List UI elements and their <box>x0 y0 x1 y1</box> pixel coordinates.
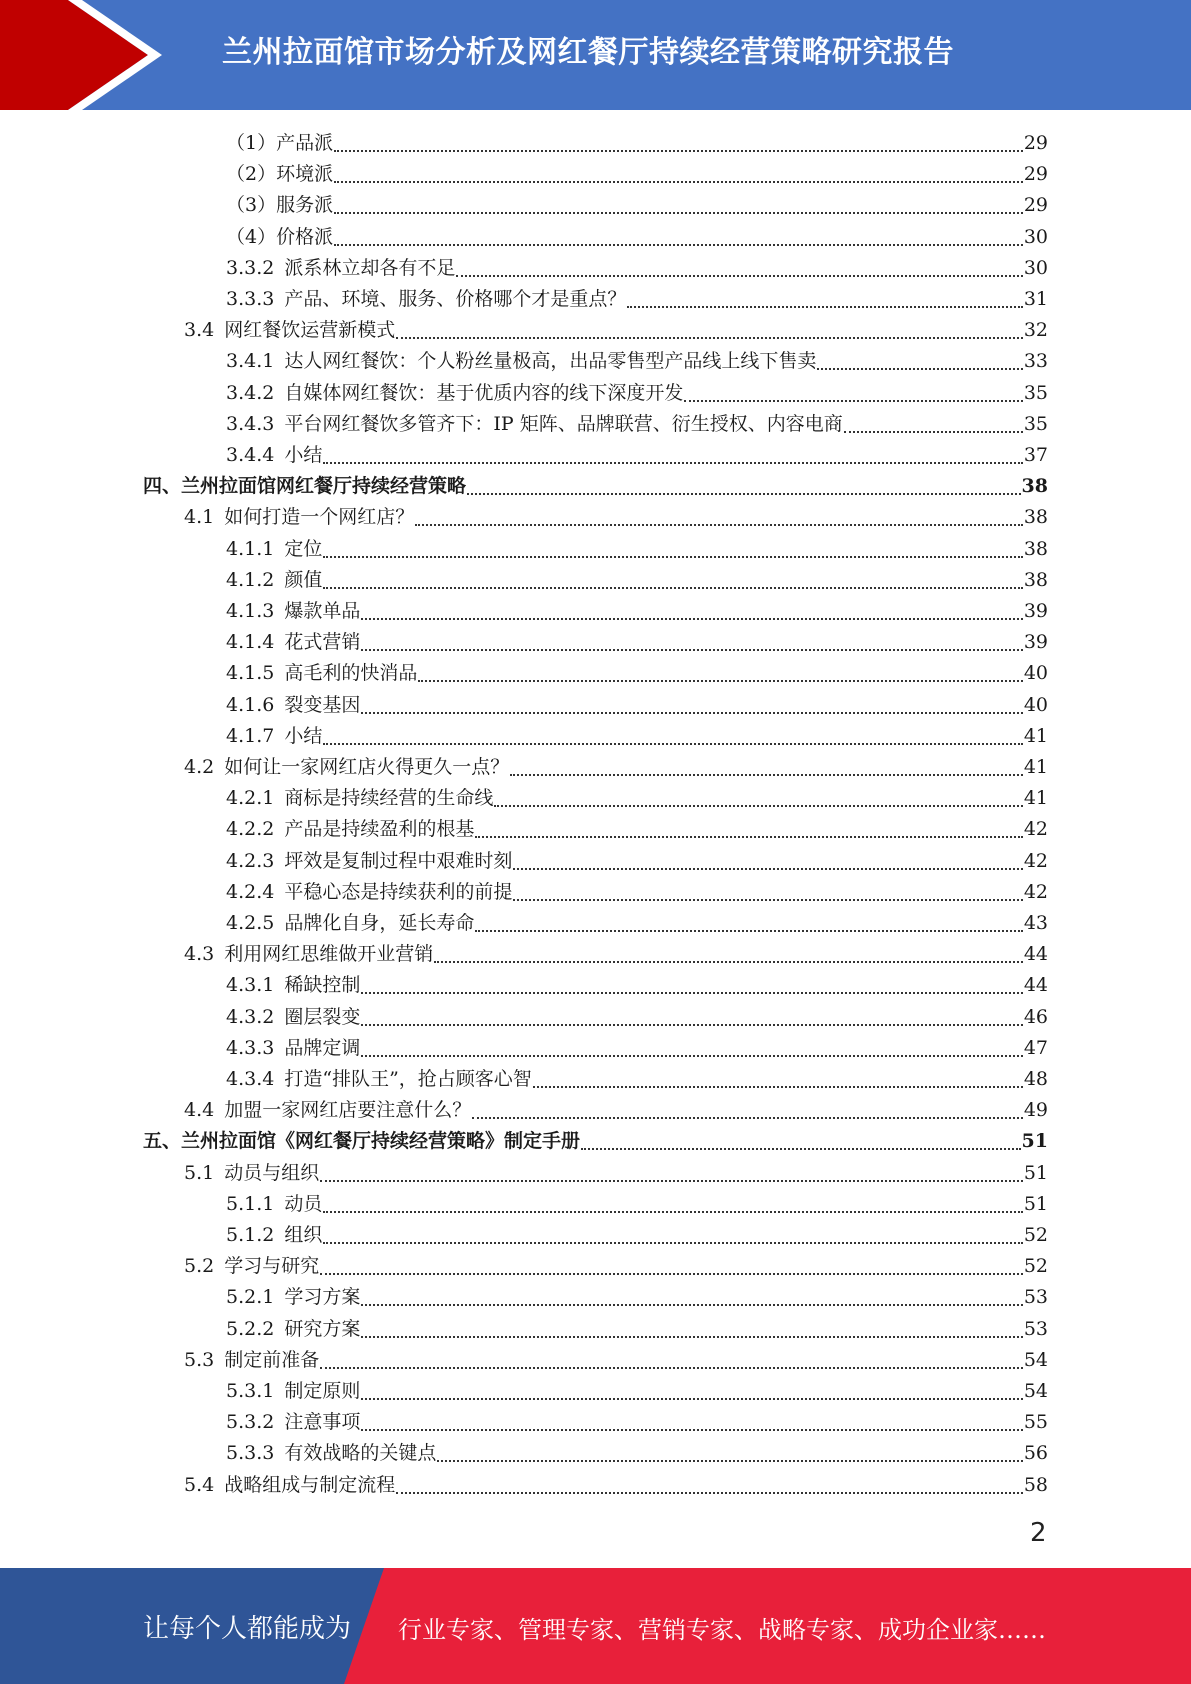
toc-entry-number: 4.1.1 <box>226 537 275 560</box>
toc-entry[interactable] <box>226 690 1048 721</box>
toc-entry-number: 4.1.2 <box>226 568 275 591</box>
toc-entry-title: 有效战略的关键点 <box>284 1442 437 1465</box>
toc-dot-leader <box>684 400 1022 402</box>
toc-entry-number: 5.2 <box>184 1255 215 1278</box>
toc-dot-leader <box>434 961 1023 963</box>
toc-entry-title: （1）产品派 <box>226 132 334 154</box>
toc-dot-leader <box>361 1398 1022 1400</box>
toc-dot-leader <box>494 805 1022 807</box>
toc-entry[interactable] <box>226 1376 1048 1407</box>
toc-entry[interactable] <box>226 596 1048 627</box>
toc-entry-page: 47 <box>1023 1036 1048 1059</box>
toc-entry[interactable] <box>226 1033 1048 1064</box>
toc-entry-number: 4.1.7 <box>226 724 275 747</box>
toc-entry-number: 5.3.3 <box>226 1442 275 1465</box>
toc-entry-number: 5.4 <box>184 1473 215 1496</box>
toc-entry[interactable] <box>226 627 1048 658</box>
toc-entry-title: 达人网红餐饮：个人粉丝量极高，出品零售型产品线上线下售卖 <box>284 350 817 373</box>
toc-entry-title: 动员 <box>284 1192 323 1215</box>
toc-entry[interactable] <box>226 1407 1048 1438</box>
toc-dot-leader <box>334 244 1023 246</box>
toc-dot-leader <box>467 493 1021 495</box>
toc-entry[interactable] <box>184 939 1048 970</box>
toc-entry-title: 注意事项 <box>284 1411 361 1434</box>
toc-entry-page: 51 <box>1023 1161 1048 1184</box>
toc-entry[interactable] <box>226 1282 1048 1313</box>
toc-entry-number: 4.1.5 <box>226 662 275 685</box>
toc-entry-title: （3）服务派 <box>226 194 334 217</box>
toc-entry-title: 加盟一家网红店要注意什么？ <box>224 1099 472 1122</box>
toc-dot-leader <box>817 368 1022 370</box>
toc-entry[interactable] <box>226 565 1048 596</box>
toc-entry-number: 4.2.5 <box>226 912 275 934</box>
toc-entry-title: 商标是持续经营的生命线 <box>284 787 494 810</box>
toc-entry-number: 4.2.3 <box>226 849 275 872</box>
toc-entry-title: 花式营销 <box>284 631 361 654</box>
toc-dot-leader <box>627 306 1022 308</box>
toc-entry[interactable] <box>226 409 1048 440</box>
toc-entry[interactable] <box>226 159 1048 190</box>
toc-entry-title: 高毛利的快消品 <box>284 662 418 685</box>
toc-entry[interactable] <box>226 1064 1048 1095</box>
toc-dot-leader <box>320 1273 1023 1275</box>
toc-entry-number: 5.1 <box>184 1161 215 1184</box>
toc-dot-leader <box>533 1086 1023 1088</box>
toc-dot-leader <box>437 1460 1022 1462</box>
toc-dot-leader <box>334 181 1023 183</box>
toc-entry-page: 51 <box>1021 1130 1048 1153</box>
toc-entry[interactable] <box>226 378 1048 409</box>
toc-dot-leader <box>361 1336 1022 1338</box>
toc-entry-number: 5.1.1 <box>226 1192 275 1215</box>
toc-entry-number: 4.2.2 <box>226 818 275 841</box>
toc-entry[interactable] <box>143 471 1048 502</box>
toc-entry[interactable] <box>184 1470 1048 1501</box>
toc-entry-page: 37 <box>1023 444 1048 466</box>
toc-entry-number: 4.2.1 <box>226 787 275 810</box>
toc-entry-title: 品牌化自身，延长寿命 <box>284 912 475 934</box>
toc-entry-page: 39 <box>1023 600 1048 622</box>
toc-entry-title: 平台网红餐饮多管齐下：IP 矩阵、品牌联营、衍生授权、内容电商 <box>284 412 843 435</box>
toc-entry-number: 4.3.2 <box>226 1005 275 1028</box>
toc-entry[interactable] <box>184 1345 1048 1376</box>
toc-entry-number: 5.3.1 <box>226 1380 275 1402</box>
toc-entry[interactable] <box>226 908 1048 939</box>
toc-entry-number: 5.3.2 <box>226 1411 275 1434</box>
page-header <box>0 0 1191 110</box>
toc-entry-page: 48 <box>1023 1068 1048 1090</box>
toc-entry-title: 小结 <box>284 724 323 747</box>
toc-entry-title: 制定前准备 <box>224 1348 320 1371</box>
toc-dot-leader <box>581 1148 1021 1150</box>
toc-entry[interactable] <box>226 190 1048 221</box>
toc-entry-page: 44 <box>1023 943 1048 966</box>
footer-slogan-right: 行业专家、管理专家、营销专家、战略专家、成功企业家…… <box>398 1616 1046 1644</box>
toc-entry-title: 制定原则 <box>284 1380 361 1402</box>
toc-entry-title: 组织 <box>284 1224 323 1246</box>
toc-entry[interactable] <box>226 534 1048 565</box>
toc-entry[interactable] <box>226 783 1048 814</box>
toc-entry[interactable] <box>226 658 1048 689</box>
toc-dot-leader <box>415 524 1023 526</box>
toc-entry-page: 44 <box>1023 974 1048 997</box>
toc-entry-number: 4.2.4 <box>226 880 275 903</box>
toc-entry-page: 42 <box>1023 880 1048 903</box>
toc-entry[interactable] <box>226 440 1048 471</box>
toc-entry-title: 品牌定调 <box>284 1036 361 1059</box>
toc-entry-number: 3.4.1 <box>226 350 275 373</box>
toc-entry-page: 29 <box>1023 194 1048 217</box>
toc-entry-page: 49 <box>1023 1099 1048 1122</box>
toc-dot-leader <box>323 743 1022 745</box>
toc-entry-page: 53 <box>1023 1317 1048 1340</box>
toc-dot-leader <box>361 618 1022 620</box>
toc-entry-page: 29 <box>1023 163 1048 186</box>
toc-entry-page: 29 <box>1023 132 1048 154</box>
toc-entry-title: 如何打造一个网红店？ <box>224 506 415 529</box>
toc-entry-title: 稀缺控制 <box>284 974 361 997</box>
toc-entry-title: 产品、环境、服务、价格哪个才是重点？ <box>284 288 627 310</box>
toc-entry[interactable] <box>226 814 1048 845</box>
toc-entry-title: 如何让一家网红店火得更久一点？ <box>224 756 510 778</box>
report-title: 兰州拉面馆市场分析及网红餐厅持续经营策略研究报告 <box>222 35 954 70</box>
toc-entry[interactable] <box>226 222 1048 253</box>
toc-entry[interactable] <box>184 1095 1048 1126</box>
toc-entry[interactable] <box>226 253 1048 284</box>
toc-entry-title: 研究方案 <box>284 1317 361 1340</box>
toc-entry-number: 4.2 <box>184 756 215 778</box>
toc-entry[interactable] <box>226 346 1048 377</box>
toc-entry-number: 4.4 <box>184 1099 215 1122</box>
toc-dot-leader <box>334 212 1023 214</box>
toc-entry[interactable] <box>226 1220 1048 1251</box>
toc-entry-page: 41 <box>1023 724 1048 747</box>
toc-dot-leader <box>396 1492 1023 1494</box>
toc-entry-page: 55 <box>1023 1411 1048 1434</box>
toc-entry[interactable] <box>226 1189 1048 1220</box>
toc-entry-page: 46 <box>1023 1005 1048 1028</box>
toc-entry-number: 3.3.2 <box>226 256 275 279</box>
toc-dot-leader <box>323 462 1022 464</box>
toc-entry-number: 3.4.2 <box>226 381 275 404</box>
toc-entry-page: 52 <box>1023 1255 1048 1278</box>
toc-entry-title: 五、兰州拉面馆《网红餐厅持续经营策略》制定手册 <box>143 1130 581 1153</box>
toc-entry-number: 4.1.4 <box>226 631 275 654</box>
toc-dot-leader <box>361 1024 1022 1026</box>
toc-dot-leader <box>361 1055 1022 1057</box>
toc-entry-page: 31 <box>1023 288 1048 310</box>
toc-entry-title: 颜值 <box>284 568 323 591</box>
toc-entry[interactable] <box>226 877 1048 908</box>
toc-dot-leader <box>361 1304 1022 1306</box>
toc-entry-page: 38 <box>1023 537 1048 560</box>
toc-entry-page: 40 <box>1023 662 1048 685</box>
toc-entry-title: 定位 <box>284 537 323 560</box>
toc-dot-leader <box>844 431 1023 433</box>
toc-dot-leader <box>475 836 1022 838</box>
toc-entry-title: 学习与研究 <box>224 1255 320 1278</box>
toc-entry-title: 平稳心态是持续获利的前提 <box>284 880 513 903</box>
toc-entry[interactable] <box>226 1002 1048 1033</box>
toc-entry-page: 53 <box>1023 1286 1048 1309</box>
toc-entry-number: 4.1.3 <box>226 600 275 622</box>
toc-entry[interactable] <box>143 1126 1048 1157</box>
toc-entry-title: （4）价格派 <box>226 225 334 248</box>
toc-entry-page: 41 <box>1023 756 1048 778</box>
toc-entry[interactable] <box>226 284 1048 315</box>
toc-entry-page: 42 <box>1023 849 1048 872</box>
toc-entry-page: 54 <box>1023 1348 1048 1371</box>
toc-entry-page: 30 <box>1023 225 1048 248</box>
toc-entry-page: 32 <box>1023 319 1048 342</box>
page-number: 2 <box>1030 1518 1047 1548</box>
toc-entry[interactable] <box>226 1314 1048 1345</box>
toc-entry-number: 5.2.2 <box>226 1317 275 1340</box>
toc-entry-number: 3.4.3 <box>226 412 275 435</box>
toc-entry[interactable] <box>226 970 1048 1001</box>
toc-entry-page: 54 <box>1023 1380 1048 1402</box>
toc-entry[interactable] <box>184 1158 1048 1189</box>
toc-dot-leader <box>396 337 1023 339</box>
toc-entry-title: 小结 <box>284 444 323 466</box>
toc-entry-title: 利用网红思维做开业营销 <box>224 943 434 966</box>
toc-entry-page: 38 <box>1023 568 1048 591</box>
toc-entry-title: 裂变基因 <box>284 693 361 716</box>
toc-entry-title: 四、兰州拉面馆网红餐厅持续经营策略 <box>143 475 467 498</box>
toc-dot-leader <box>361 649 1022 651</box>
toc-entry-page: 56 <box>1023 1442 1048 1465</box>
toc-entry-title: 产品是持续盈利的根基 <box>284 818 475 841</box>
toc-entry-page: 40 <box>1023 693 1048 716</box>
toc-entry-page: 52 <box>1023 1224 1048 1246</box>
toc-entry-title: 派系林立却各有不足 <box>284 256 456 279</box>
toc-entry-number: 4.3.4 <box>226 1068 275 1090</box>
toc-entry-number: 4.3 <box>184 943 215 966</box>
toc-dot-leader <box>323 556 1022 558</box>
toc-entry[interactable] <box>184 1251 1048 1282</box>
toc-dot-leader <box>320 1180 1023 1182</box>
toc-entry[interactable] <box>184 752 1048 783</box>
toc-entry[interactable] <box>226 846 1048 877</box>
toc-entry-number: 3.3.3 <box>226 288 275 310</box>
toc-dot-leader <box>320 1367 1023 1369</box>
toc-dot-leader <box>323 587 1022 589</box>
toc-dot-leader <box>513 868 1022 870</box>
toc-dot-leader <box>472 1117 1023 1119</box>
toc-entry-title: 自媒体网红餐饮：基于优质内容的线下深度开发 <box>284 381 684 404</box>
toc-dot-leader <box>334 150 1023 152</box>
toc-dot-leader <box>323 1211 1022 1213</box>
toc-entry-title: 爆款单品 <box>284 600 361 622</box>
toc-entry-number: 5.3 <box>184 1348 215 1371</box>
toc-dot-leader <box>510 774 1023 776</box>
toc-entry[interactable] <box>184 315 1048 346</box>
toc-dot-leader <box>456 275 1022 277</box>
toc-entry-title: 战略组成与制定流程 <box>224 1473 396 1496</box>
toc-entry-page: 38 <box>1023 506 1048 529</box>
toc-entry-number: 5.2.1 <box>226 1286 275 1309</box>
toc-entry-number: 5.1.2 <box>226 1224 275 1246</box>
toc-entry-title: （2）环境派 <box>226 163 334 186</box>
toc-entry-page: 30 <box>1023 256 1048 279</box>
toc-entry[interactable] <box>184 502 1048 533</box>
toc-entry-title: 打造“排队王”，抢占顾客心智 <box>284 1068 532 1090</box>
toc-entry-page: 42 <box>1023 818 1048 841</box>
toc-entry-title: 圈层裂变 <box>284 1005 361 1028</box>
toc-entry-title: 学习方案 <box>284 1286 361 1309</box>
toc-entry-number: 3.4.4 <box>226 444 275 466</box>
toc-entry-title: 网红餐饮运营新模式 <box>224 319 396 342</box>
toc-dot-leader <box>361 992 1022 994</box>
toc-entry-page: 41 <box>1023 787 1048 810</box>
toc-entry-title: 动员与组织 <box>224 1161 320 1184</box>
footer-slogan-left: 让每个人都能成为 <box>143 1614 352 1644</box>
toc-entry-page: 35 <box>1023 412 1048 435</box>
toc-entry[interactable] <box>226 1438 1048 1469</box>
toc-entry-number: 3.4 <box>184 319 215 342</box>
toc-entry-page: 38 <box>1021 475 1048 498</box>
toc-dot-leader <box>361 712 1022 714</box>
toc-entry-page: 51 <box>1023 1192 1048 1215</box>
page-footer <box>0 1568 1191 1684</box>
toc-entry-number: 4.1.6 <box>226 693 275 716</box>
toc-entry-page: 43 <box>1023 912 1048 934</box>
toc-entry[interactable] <box>226 721 1048 752</box>
toc-entry-title: 坪效是复制过程中艰难时刻 <box>284 849 513 872</box>
toc-entry[interactable] <box>226 128 1048 159</box>
toc-entry-page: 33 <box>1023 350 1048 373</box>
toc-entry-page: 35 <box>1023 381 1048 404</box>
toc-dot-leader <box>323 1242 1022 1244</box>
toc-entry-number: 4.3.3 <box>226 1036 275 1059</box>
toc-entry-number: 4.3.1 <box>226 974 275 997</box>
toc-entry-number: 4.1 <box>184 506 215 529</box>
toc-dot-leader <box>475 930 1022 932</box>
toc-entry-page: 58 <box>1023 1473 1048 1496</box>
toc-dot-leader <box>418 680 1022 682</box>
toc-dot-leader <box>513 899 1022 901</box>
toc-dot-leader <box>361 1429 1022 1431</box>
toc-entry-page: 39 <box>1023 631 1048 654</box>
